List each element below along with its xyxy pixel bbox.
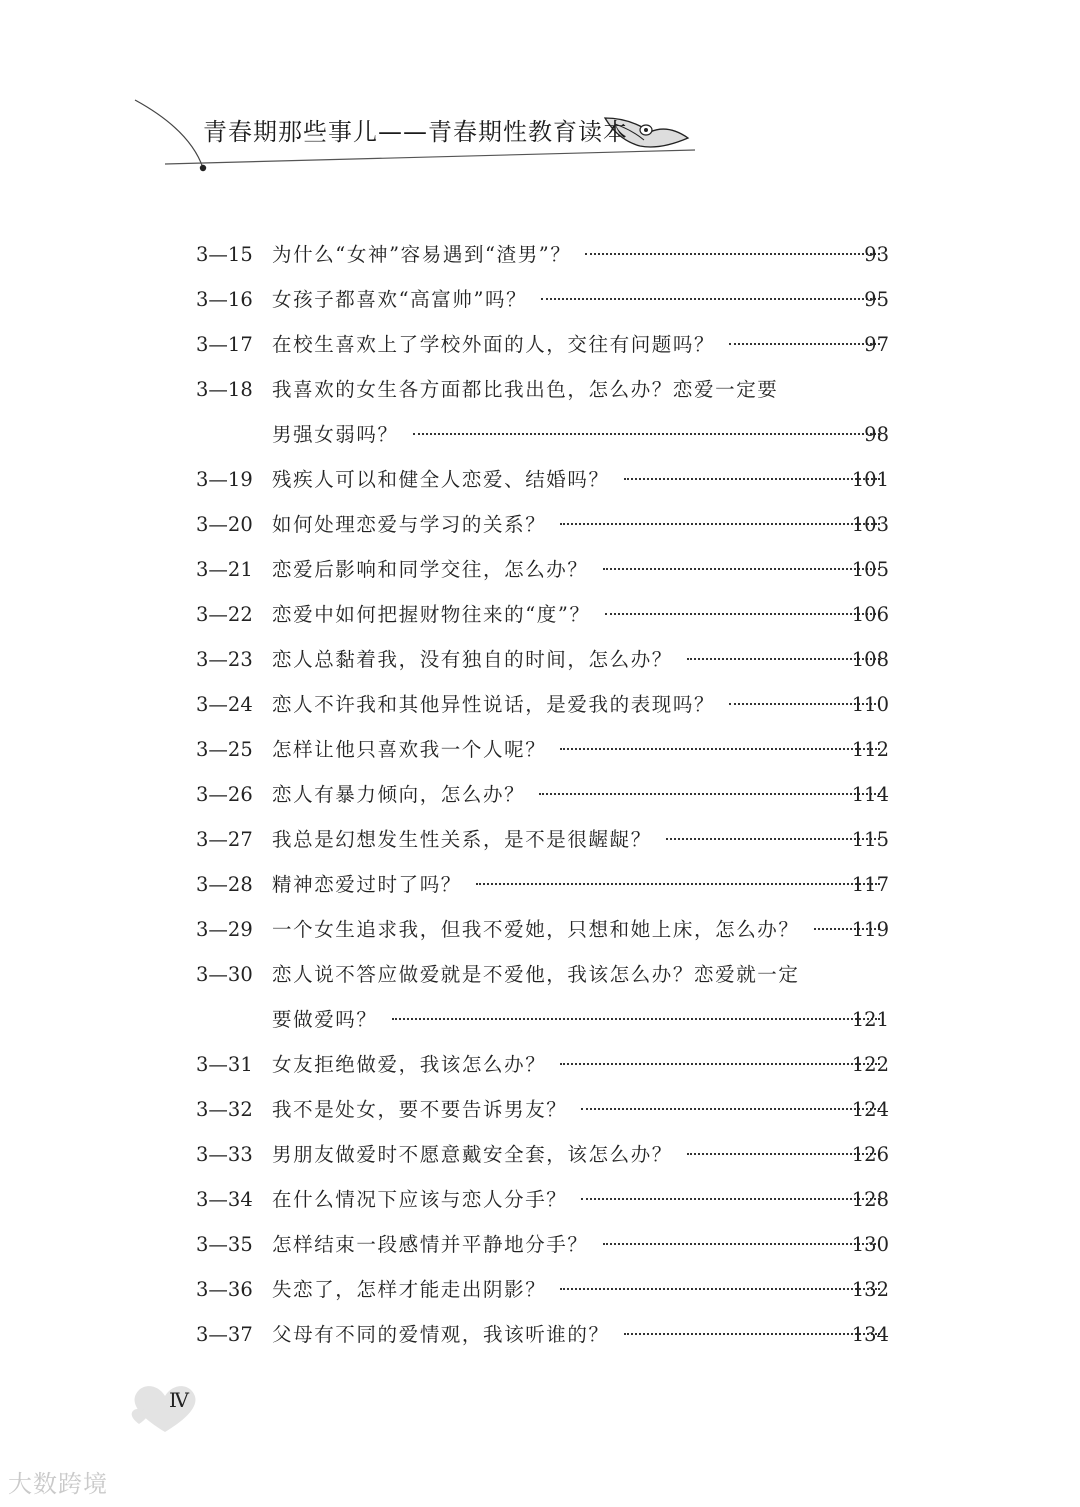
toc-entry-number: 3—21 (196, 558, 253, 581)
toc-entry-title: 恋人不许我和其他异性说话，是爱我的表现吗？ (272, 693, 716, 716)
toc-entry-text-area (272, 277, 890, 322)
toc-page-number: 124 (851, 1098, 889, 1121)
toc-dot-leader (392, 1018, 880, 1020)
toc-page-number: 97 (864, 333, 889, 356)
toc-page-number: 128 (851, 1188, 889, 1211)
toc-entry-text-area (272, 637, 890, 682)
page-header (0, 0, 1080, 200)
toc-dot-leader (603, 568, 880, 570)
toc-entry (0, 277, 1080, 322)
toc-entry (0, 232, 1080, 277)
toc-entry (0, 322, 1080, 367)
toc-entry-title: 为什么“女神”容易遇到“渣男”？ (272, 243, 572, 266)
toc-entry-text-area (272, 1222, 890, 1267)
toc-entry-number: 3—15 (196, 243, 253, 266)
toc-entry-number: 3—24 (196, 693, 253, 716)
toc-entry (0, 1312, 1080, 1357)
toc-page-number: 114 (851, 783, 889, 806)
toc-entry-text-area (272, 322, 890, 367)
toc-entry-title: 要做爱吗？ (272, 1008, 378, 1031)
header-dot (200, 165, 206, 171)
toc-entry-number: 3—35 (196, 1233, 253, 1256)
toc-dot-leader (541, 298, 880, 300)
toc-entry (0, 1132, 1080, 1177)
toc-entry-title: 我喜欢的女生各方面都比我出色，怎么办？恋爱一定要 (272, 378, 779, 401)
toc-entry-text-area (272, 817, 890, 862)
toc-entry-title: 残疾人可以和健全人恋爱、结婚吗？ (272, 468, 610, 491)
toc-entry-number: 3—36 (196, 1278, 253, 1301)
toc-entry-title: 恋人有暴力倾向，怎么办？ (272, 783, 526, 806)
book-title: 青春期那些事儿——青春期性教育读本 (203, 118, 628, 146)
toc-entry-title: 在什么情况下应该与恋人分手？ (272, 1188, 568, 1211)
toc-page-number: 95 (864, 288, 889, 311)
toc-dot-leader (624, 1333, 880, 1335)
toc-entry-text-area (272, 727, 890, 772)
toc-entry (0, 817, 1080, 862)
toc-entry-number: 3—34 (196, 1188, 253, 1211)
toc-entry-number: 3—27 (196, 828, 253, 851)
toc-entry (0, 457, 1080, 502)
toc-dot-leader (560, 523, 880, 525)
toc-page-number: 105 (851, 558, 889, 581)
toc-page-number: 108 (851, 648, 889, 671)
toc-page-number: 110 (851, 693, 889, 716)
toc-entry-text-area (272, 412, 890, 457)
toc-entry-title: 恋人说不答应做爱就是不爱他，我该怎么办？恋爱就一定 (272, 963, 800, 986)
toc-entry-number: 3—28 (196, 873, 253, 896)
toc-entry-text-area (272, 232, 890, 277)
toc-entry-number: 3—29 (196, 918, 253, 941)
toc-entry-text-area (272, 682, 890, 727)
toc-dot-leader (605, 613, 880, 615)
toc-dot-leader (560, 1288, 880, 1290)
toc-entry-title: 我总是幻想发生性关系，是不是很龌龊？ (272, 828, 652, 851)
toc-entry-text-area (272, 1177, 890, 1222)
toc-entry-title: 如何处理恋爱与学习的关系？ (272, 513, 547, 536)
toc-entry-title: 一个女生追求我，但我不爱她，只想和她上床，怎么办？ (272, 918, 800, 941)
toc-entry-number: 3—31 (196, 1053, 253, 1076)
toc-page-number: 98 (864, 423, 889, 446)
toc-entry-title: 怎样结束一段感情并平静地分手？ (272, 1233, 589, 1256)
toc-entry-number: 3—17 (196, 333, 253, 356)
toc-entry (0, 1177, 1080, 1222)
toc-dot-leader (413, 433, 880, 435)
toc-entry-text-area (272, 547, 890, 592)
toc-entry (0, 907, 1080, 952)
toc-entry (0, 772, 1080, 817)
toc-page-number: 119 (851, 918, 889, 941)
toc-entry-title: 精神恋爱过时了吗？ (272, 873, 462, 896)
toc-entry-continuation (0, 997, 1080, 1042)
toc-page-number: 101 (851, 468, 889, 491)
toc-entry-number: 3—16 (196, 288, 253, 311)
toc-entry (0, 727, 1080, 772)
toc-entry-title: 恋人总黏着我，没有独自的时间，怎么办？ (272, 648, 673, 671)
toc-entry-text-area (272, 1312, 890, 1357)
toc-page-number: 126 (851, 1143, 889, 1166)
toc-entry-title: 我不是处女，要不要告诉男友？ (272, 1098, 568, 1121)
toc-page-number: 106 (851, 603, 889, 626)
toc-entry-title: 男强女弱吗？ (272, 423, 399, 446)
toc-entry (0, 547, 1080, 592)
toc-page-number: 103 (851, 513, 889, 536)
toc-dot-leader (624, 478, 880, 480)
toc-dot-leader (560, 748, 880, 750)
toc-entry-title: 怎样让他只喜欢我一个人呢？ (272, 738, 547, 761)
toc-entry (0, 637, 1080, 682)
toc-entry-text-area (272, 1087, 890, 1132)
toc-entry-continuation (0, 412, 1080, 457)
toc-entry-number: 3—25 (196, 738, 253, 761)
toc-page-number: 115 (851, 828, 889, 851)
toc-entry-title: 女孩子都喜欢“高富帅”吗？ (272, 288, 528, 311)
toc-page-number: 122 (851, 1053, 889, 1076)
toc-entry-title: 恋爱中如何把握财物往来的“度”？ (272, 603, 591, 626)
header-arc (135, 100, 203, 168)
toc-entry-number: 3—22 (196, 603, 253, 626)
toc-entry-title: 失恋了，怎样才能走出阴影？ (272, 1278, 547, 1301)
header-ornament (0, 0, 1080, 200)
toc-dot-leader (729, 343, 880, 345)
toc-entry (0, 1267, 1080, 1312)
toc-entry-text-area (272, 997, 890, 1042)
toc-entry-number: 3—30 (196, 963, 253, 986)
toc-page-number: 132 (851, 1278, 889, 1301)
toc-dot-leader (581, 1108, 880, 1110)
toc-dot-leader (585, 253, 880, 255)
toc-entry-number: 3—32 (196, 1098, 253, 1121)
toc-entry-number: 3—18 (196, 378, 253, 401)
toc-entry-title: 男朋友做爱时不愿意戴安全套，该怎么办？ (272, 1143, 673, 1166)
toc-entry-title: 恋爱后影响和同学交往，怎么办？ (272, 558, 589, 581)
toc-dot-leader (603, 1243, 880, 1245)
toc-dot-leader (476, 883, 880, 885)
toc-entry-text-area (272, 862, 890, 907)
toc-entry-text-area (272, 367, 890, 412)
toc-entry-number: 3—20 (196, 513, 253, 536)
toc-entry (0, 682, 1080, 727)
toc-entry-title: 在校生喜欢上了学校外面的人，交往有问题吗？ (272, 333, 716, 356)
toc-dot-leader (560, 1063, 880, 1065)
toc-page-number: 121 (851, 1008, 889, 1031)
toc-page-number: 112 (851, 738, 889, 761)
toc-page-number: 134 (851, 1323, 889, 1346)
toc-entry (0, 502, 1080, 547)
toc-entry (0, 367, 1080, 412)
toc-entry-text-area (272, 1132, 890, 1177)
toc-entry-text-area (272, 907, 890, 952)
toc-entry-number: 3—23 (196, 648, 253, 671)
header-rule (165, 150, 695, 164)
toc-entry-title: 女友拒绝做爱，我该怎么办？ (272, 1053, 547, 1076)
toc-entry-number: 3—37 (196, 1323, 253, 1346)
toc-dot-leader (666, 838, 880, 840)
toc-page-number: 93 (864, 243, 889, 266)
toc-entry (0, 1222, 1080, 1267)
toc-entry-text-area (272, 1042, 890, 1087)
toc-entry (0, 1042, 1080, 1087)
toc-entry (0, 862, 1080, 907)
toc-entry (0, 1087, 1080, 1132)
watermark-text: 大数跨境 (8, 1470, 108, 1498)
toc-entry-number: 3—26 (196, 783, 253, 806)
toc-entry-text-area (272, 502, 890, 547)
toc-entry (0, 592, 1080, 637)
toc-dot-leader (539, 793, 880, 795)
toc-page-number: 130 (851, 1233, 889, 1256)
toc-entry-number: 3—19 (196, 468, 253, 491)
toc-entry-number: 3—33 (196, 1143, 253, 1166)
toc-entry (0, 952, 1080, 997)
toc-dot-leader (581, 1198, 880, 1200)
toc-entry-text-area (272, 1267, 890, 1312)
toc-entry-text-area (272, 952, 890, 997)
toc-entry-text-area (272, 457, 890, 502)
page-folio: Ⅳ (169, 1388, 189, 1412)
toc-entry-text-area (272, 772, 890, 817)
toc-page-number: 117 (851, 873, 889, 896)
toc-entry-text-area (272, 592, 890, 637)
toc-entry-title: 父母有不同的爱情观，我该听谁的？ (272, 1323, 610, 1346)
table-of-contents (0, 232, 1080, 1357)
